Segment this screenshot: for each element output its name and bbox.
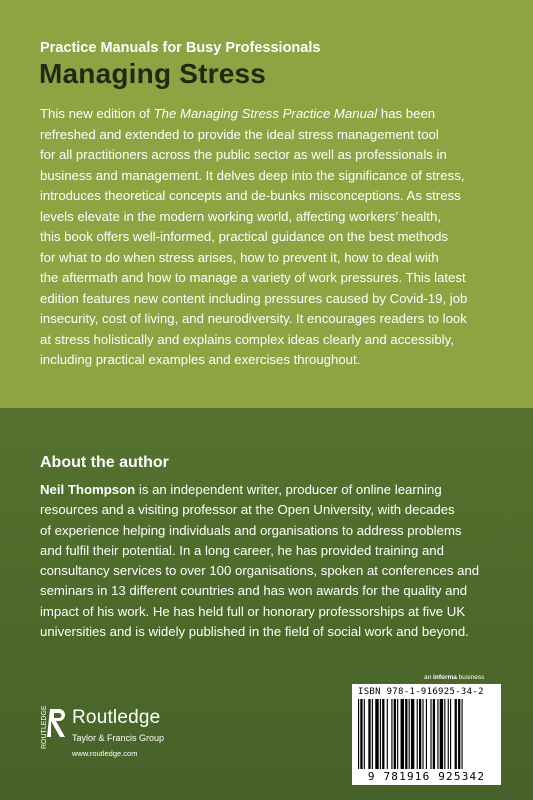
barcode-bar	[391, 699, 392, 769]
bio-line: resources and a visiting professor at the Open University, with decades	[40, 502, 455, 518]
barcode-bar	[394, 699, 396, 769]
blurb-line: business and management. It delves deep into the significance of stress,	[40, 167, 465, 183]
barcode-bar	[419, 699, 421, 769]
barcode-bar	[422, 699, 423, 769]
book-description	[40, 104, 510, 371]
bio-line: of experience helping individuals and organisations to address problems	[40, 522, 462, 538]
about-author-heading: About the author	[40, 454, 169, 471]
barcode-bar	[405, 699, 407, 769]
barcode-bars	[358, 699, 495, 769]
barcode-bar	[444, 699, 445, 769]
barcode-bar	[458, 699, 460, 769]
barcode-bar	[450, 699, 451, 769]
routledge-logo-icon	[38, 705, 68, 751]
barcode-bar	[411, 699, 414, 769]
isbn-barcode	[352, 684, 501, 785]
barcode-bar	[448, 699, 449, 769]
bio-line: and fulfil their potential. In a long career, he has provided training and	[40, 542, 444, 558]
blurb-line: for what to do when stress arises, how to prevent it, how to deal with	[40, 249, 439, 265]
bio-line: impact of his work. He has held full or honorary professorships at five UK	[40, 603, 466, 619]
blurb-line: the aftermath and how to manage a variety of work pressures. This latest	[40, 270, 466, 285]
blurb-line: levels elevate in the modern working world, affecting workers’ health,	[40, 208, 441, 224]
barcode-bar	[430, 699, 431, 769]
blurb-line-1: This new edition of The Managing Stress Practice Manual has been	[40, 106, 436, 121]
routledge-vertical-mark: ROUTLEDGE	[41, 705, 48, 749]
barcode-bar	[375, 699, 378, 769]
barcode-bar	[433, 699, 435, 769]
author-bio	[40, 480, 510, 642]
barcode-bar	[462, 699, 463, 769]
blurb-line: at stress holistically and explains complex ideas clearly and accessibly,	[40, 331, 454, 347]
publisher-group: Taylor & Francis Group	[72, 733, 165, 743]
blurb-line: for all practitioners across the public sector as well as professionals in	[40, 147, 447, 162]
bio-line: seminars in 13 different countries and has won awards for the quality and	[40, 583, 468, 599]
publisher-url: www.routledge.com	[72, 749, 138, 758]
barcode-bar	[455, 699, 457, 769]
barcode-bar	[360, 699, 362, 769]
barcode-bar	[368, 699, 370, 769]
bio-line: consultancy services to over 100 organisations, spoken at conferences and	[40, 563, 480, 579]
bio-line: universities and is widely published in the field of social work and beyond.	[40, 624, 469, 640]
barcode-bar	[401, 699, 404, 769]
barcode-bar	[426, 699, 427, 769]
barcode-bar	[380, 699, 381, 769]
barcode-bar	[364, 699, 365, 769]
barcode-bar	[358, 699, 359, 769]
isbn-label: ISBN 978-1-916925-34-2	[358, 687, 484, 697]
series-title: Practice Manuals for Busy Professionals	[40, 40, 321, 56]
barcode-bar	[437, 699, 438, 769]
barcode-bar	[440, 699, 443, 769]
barcode-bar	[387, 699, 388, 769]
informa-business-label: an informa business	[424, 674, 485, 681]
blurb-book-title: The Managing Stress Practice Manual	[153, 106, 378, 121]
bio-line-1: Neil Thompson is an independent writer, producer of online learning	[40, 482, 442, 497]
barcode-number: 9 781916 925342	[367, 770, 486, 783]
barcode-bar	[372, 699, 373, 769]
blurb-line: refreshed and extended to provide the ideal stress management tool	[40, 126, 439, 142]
barcode-bar	[397, 699, 398, 769]
barcode-bar	[382, 699, 384, 769]
publisher-name: Routledge	[72, 707, 161, 728]
barcode-bar	[417, 699, 418, 769]
blurb-line: including practical examples and exercises throughout.	[40, 352, 361, 367]
barcode-bar	[409, 699, 410, 769]
blurb-line: introduces theoretical concepts and de-bunks misconceptions. As stress	[40, 188, 461, 203]
book-title: Managing Stress	[39, 58, 267, 89]
blurb-line: edition features new content including pressures caused by Covid-19, job	[40, 290, 468, 306]
blurb-line: insecurity, cost of living, and neurodiversity. It encourages readers to look	[40, 311, 467, 326]
blurb-line: this book offers well-informed, practical guidance on the best methods	[40, 229, 449, 244]
author-name: Neil Thompson	[40, 482, 136, 497]
